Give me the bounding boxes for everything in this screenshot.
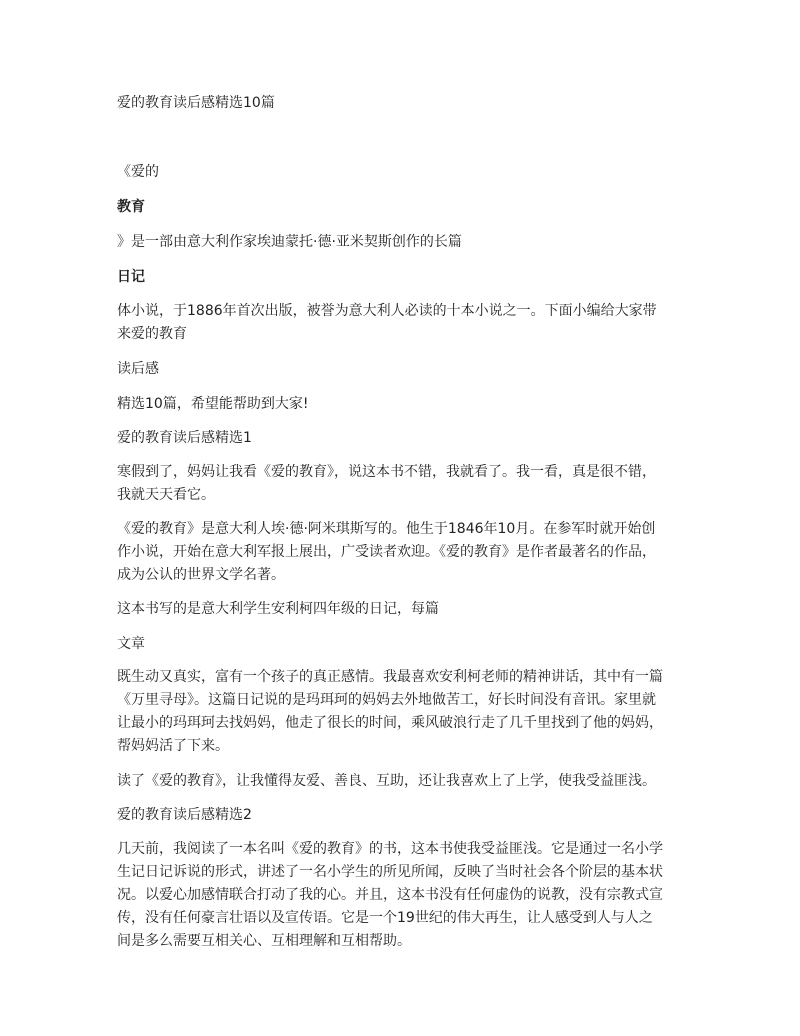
intro-line-5: 读后感 [117,361,159,377]
paragraph-line: 我就天天看它。 [117,487,215,503]
section-1-paragraph-4: 文章 [117,636,145,652]
paragraph-line: 帮妈妈活了下来。 [117,738,229,754]
paragraph-line: 《爱的教育》是意大利人埃·德·阿米琪斯写的。他生于1846年10月。在参军时就开始创 [117,521,656,537]
intro-line-6: 精选10篇，希望能帮助到大家! [117,396,309,412]
paragraph-line: 况。以爱心加感情联合打动了我的心。并且，这本书没有任何虚伪的说教，没有宗教式宣 [117,887,663,903]
intro-paragraph [117,300,685,346]
section-1-paragraph-1 [117,461,685,507]
section-1-heading: 爱的教育读后感精选1 [117,430,252,446]
paragraph-line: 既生动又真实，富有一个孩子的真正感情。我最喜欢安利柯老师的精神讲话，其中有一篇 [117,669,663,685]
section-2-heading: 爱的教育读后感精选2 [117,807,252,823]
document-title: 爱的教育读后感精选10篇 [117,95,275,111]
paragraph-line: 让最小的玛珥珂去找妈妈，他走了很长的时间，乘风破浪行走了几千里找到了他的妈妈， [117,715,663,731]
intro-line-4: 日记 [117,269,145,285]
section-1-paragraph-3: 这本书写的是意大利学生安利柯四年级的日记，每篇 [117,601,439,617]
paragraph-line: 成为公认的世界文学名著。 [117,567,285,583]
section-1-paragraph-6: 读了《爱的教育》，让我懂得友爱、善良、互助，还让我喜欢上了上学，使我受益匪浅。 [117,773,656,789]
intro-line-2: 教育 [117,199,145,215]
section-1-paragraph-2 [117,518,685,587]
paragraph-line: 几天前，我阅读了一本名叫《爱的教育》的书，这本书使我受益匪浅。它是通过一名小学 [117,841,663,857]
intro-paragraph-line: 体小说，于1886年首次出版，被誉为意大利人必读的十本小说之一。下面小编给大家带 [117,303,657,319]
intro-line-1: 《爱的 [117,164,159,180]
paragraph-line: 《万里寻母》。这篇日记说的是玛珥珂的妈妈去外地做苦工，好长时间没有音讯。家里就 [117,692,656,708]
section-2-paragraph-1 [117,838,685,953]
paragraph-line: 作小说，开始在意大利军报上展出，广受读者欢迎。《爱的教育》是作者最著名的作品， [117,544,656,560]
section-1-paragraph-5 [117,666,685,758]
paragraph-line: 传，没有任何豪言壮语以及宣传语。它是一个19世纪的伟大再生，让人感受到人与人之 [117,910,653,926]
intro-line-3: 》是一部由意大利作家埃迪蒙托·德·亚米契斯创作的长篇 [117,234,462,250]
intro-paragraph-line: 来爱的教育 [117,326,187,342]
paragraph-line: 生记日记诉说的形式，讲述了一名小学生的所见所闻，反映了当时社会各个阶层的基本状 [117,864,663,880]
paragraph-line: 间是多么需要互相关心、互相理解和互相帮助。 [117,933,411,949]
paragraph-line: 寒假到了，妈妈让我看《爱的教育》，说这本书不错，我就看了。我一看，真是很不错， [117,464,656,480]
